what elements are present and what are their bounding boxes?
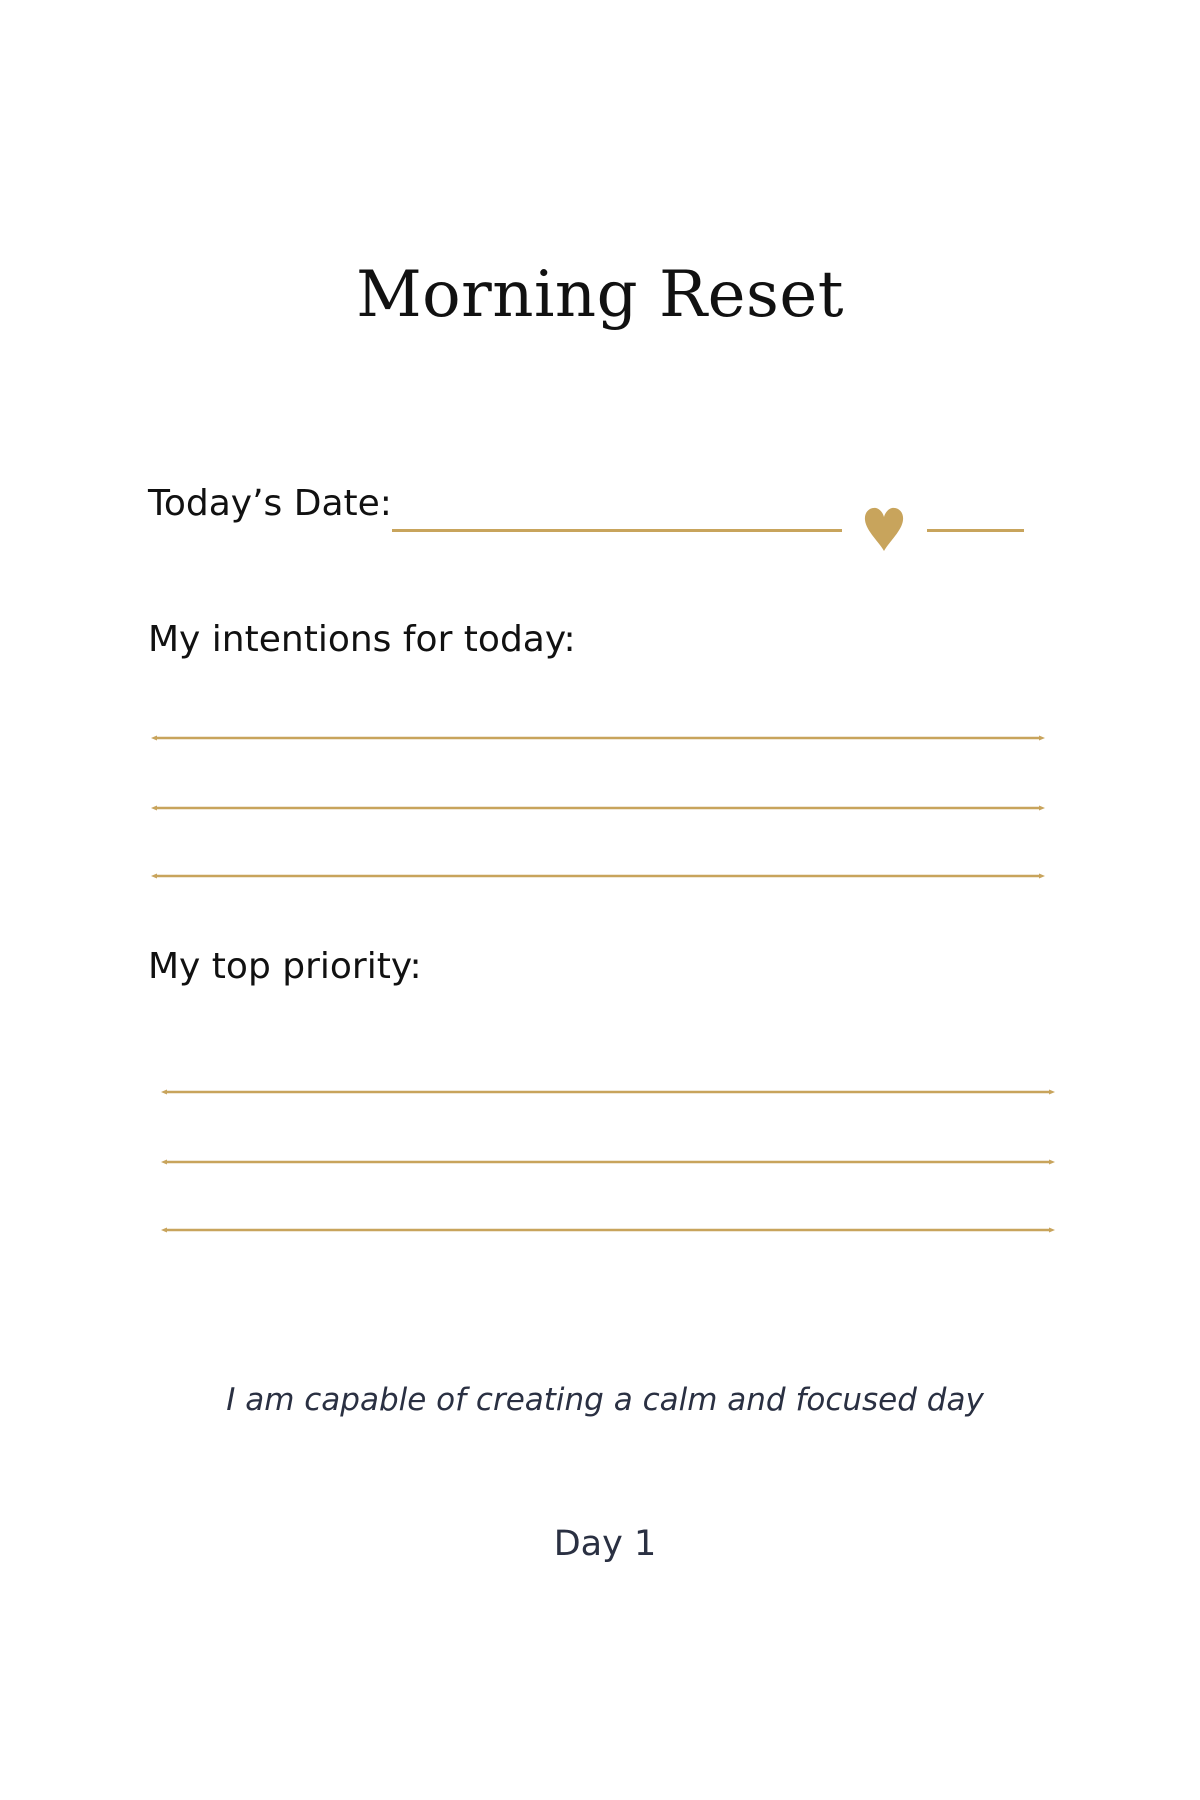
- intention-line: [151, 869, 1045, 883]
- date-write-line: [392, 529, 842, 532]
- day-label: Day 1: [553, 1524, 657, 1564]
- intention-line: [151, 801, 1045, 815]
- heart-icon: [862, 505, 906, 553]
- date-write-line-short: [927, 529, 1024, 532]
- intentions-label: My intentions for today:: [148, 619, 576, 660]
- page-title: Morning Reset: [356, 258, 844, 332]
- priority-line: [161, 1223, 1055, 1237]
- priority-line: [161, 1085, 1055, 1099]
- intention-line: [151, 731, 1045, 745]
- priority-label: My top priority:: [148, 946, 422, 987]
- priority-line: [161, 1155, 1055, 1169]
- date-label: Today’s Date:: [148, 483, 392, 524]
- affirmation-text: I am capable of creating a calm and focused day: [226, 1382, 984, 1418]
